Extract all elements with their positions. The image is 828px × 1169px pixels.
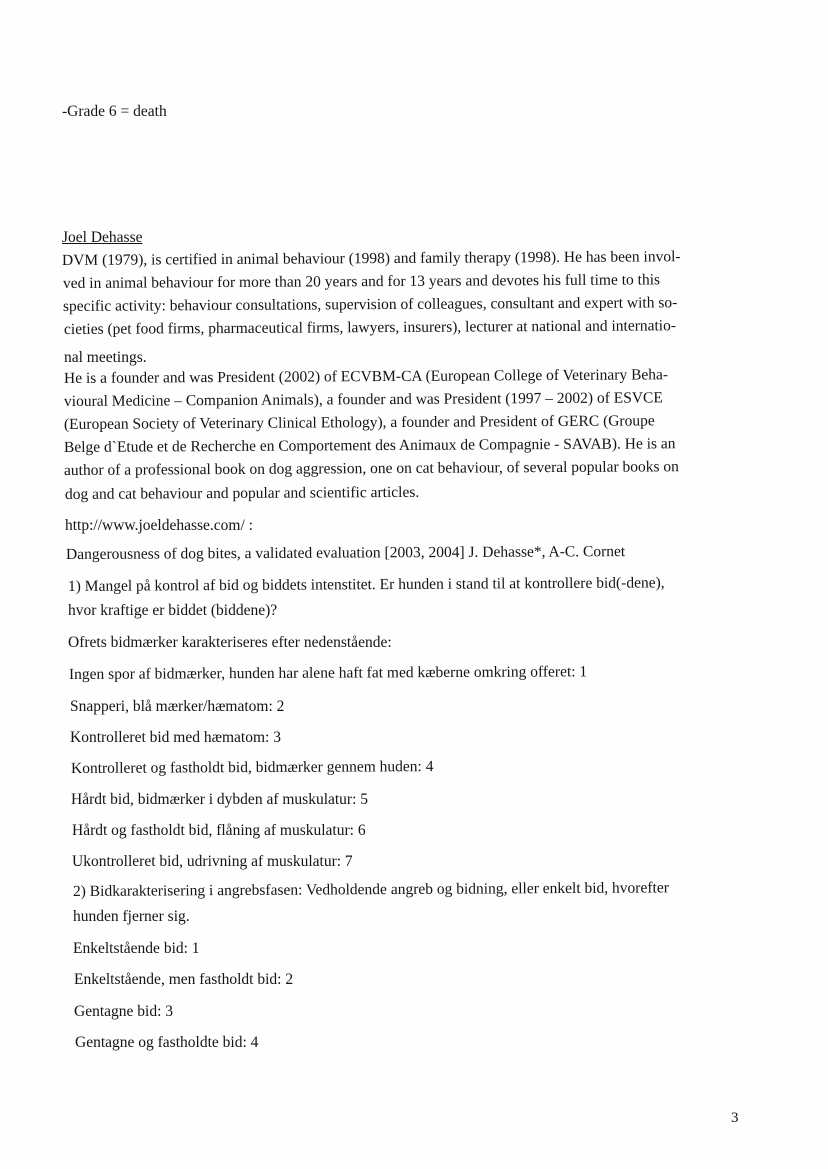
list-item: Enkeltstående bid: 1: [73, 940, 200, 957]
bio-line: (European Society of Veterinary Clinical Ethology), a founder and President of GERC (Groupe: [63, 412, 655, 433]
list-item: Ukontrolleret bid, udrivning af muskulatur: 7: [72, 853, 353, 870]
list-item: Snapperi, blå mærker/hæmatom: 2: [70, 698, 285, 715]
list-item: Enkeltstående, men fastholdt bid: 2: [74, 971, 294, 988]
bio-line: specific activity: behaviour consultations, supervision of colleagues, consultant and expert with so-: [62, 294, 678, 315]
website-link[interactable]: http://www.joeldehasse.com/ :: [65, 517, 253, 534]
author-name: Joel Dehasse: [62, 229, 143, 246]
bio-line: author of a professional book on dog aggression, one on cat behaviour, of several popular books on: [63, 458, 679, 479]
list-item: Hårdt bid, bidmærker i dybden af muskulatur: 5: [71, 791, 369, 808]
section2-heading: 2) Bidkarakterisering i angrebsfasen: Vedholdende angreb og bidning, eller enkelt bid, hvorefter: [72, 879, 669, 900]
list-item: Kontrolleret bid med hæmatom: 3: [70, 729, 281, 746]
bio-line: dog and cat behaviour and popular and scientific articles.: [64, 483, 420, 503]
bio-line: He is a founder and was President (2002) of ECVBM-CA (European College of Veterinary Beha-: [63, 366, 669, 387]
bio-line: DVM (1979), is certified in animal behaviour (1998) and family therapy (1998). He has been invol-: [61, 248, 681, 269]
bio-line: Belge d`Etude et de Recherche en Comportement des Animaux de Compagnie - SAVAB). He is an: [63, 435, 676, 456]
bio-line: nal meetings.: [64, 349, 147, 366]
list-item: Gentagne bid: 3: [74, 1003, 174, 1020]
citation: Dangerousness of dog bites, a validated evaluation [2003, 2004] J. Dehasse*, A-C. Cornet: [65, 543, 626, 563]
section1-heading: 1) Mangel på kontrol af bid og biddets intenstitet. Er hunden i stand til at kontrollere bid(-dene),: [67, 574, 665, 595]
bio-line: vioural Medicine – Companion Animals), a founder and was President (1997 – 2002) of ESVCE: [63, 389, 663, 410]
section1-intro: Ofrets bidmærker karakteriseres efter nedenstående:: [68, 634, 392, 651]
list-item: Kontrolleret og fastholdt bid, bidmærker gennem huden: 4: [70, 758, 434, 777]
page-number: 3: [731, 1110, 739, 1126]
grade-line: -Grade 6 = death: [62, 103, 167, 120]
list-item: Hårdt og fastholdt bid, flåning af muskulatur: 6: [72, 822, 366, 839]
bio-line: ved in animal behaviour for more than 20 years and for 13 years and devotes his full time to this: [62, 271, 661, 292]
bio-line: cieties (pet food firms, pharmaceutical firms, lawyers, insurers), lecturer at national and internatio-: [63, 317, 677, 338]
list-item: Gentagne og fastholdte bid: 4: [75, 1034, 259, 1051]
section2-heading: hunden fjerner sig.: [73, 908, 190, 925]
list-item: Ingen spor af bidmærker, hunden har alene haft fat med kæberne omkring offeret: 1: [68, 663, 588, 683]
section1-heading: hvor kraftige er biddet (biddene)?: [68, 602, 278, 619]
